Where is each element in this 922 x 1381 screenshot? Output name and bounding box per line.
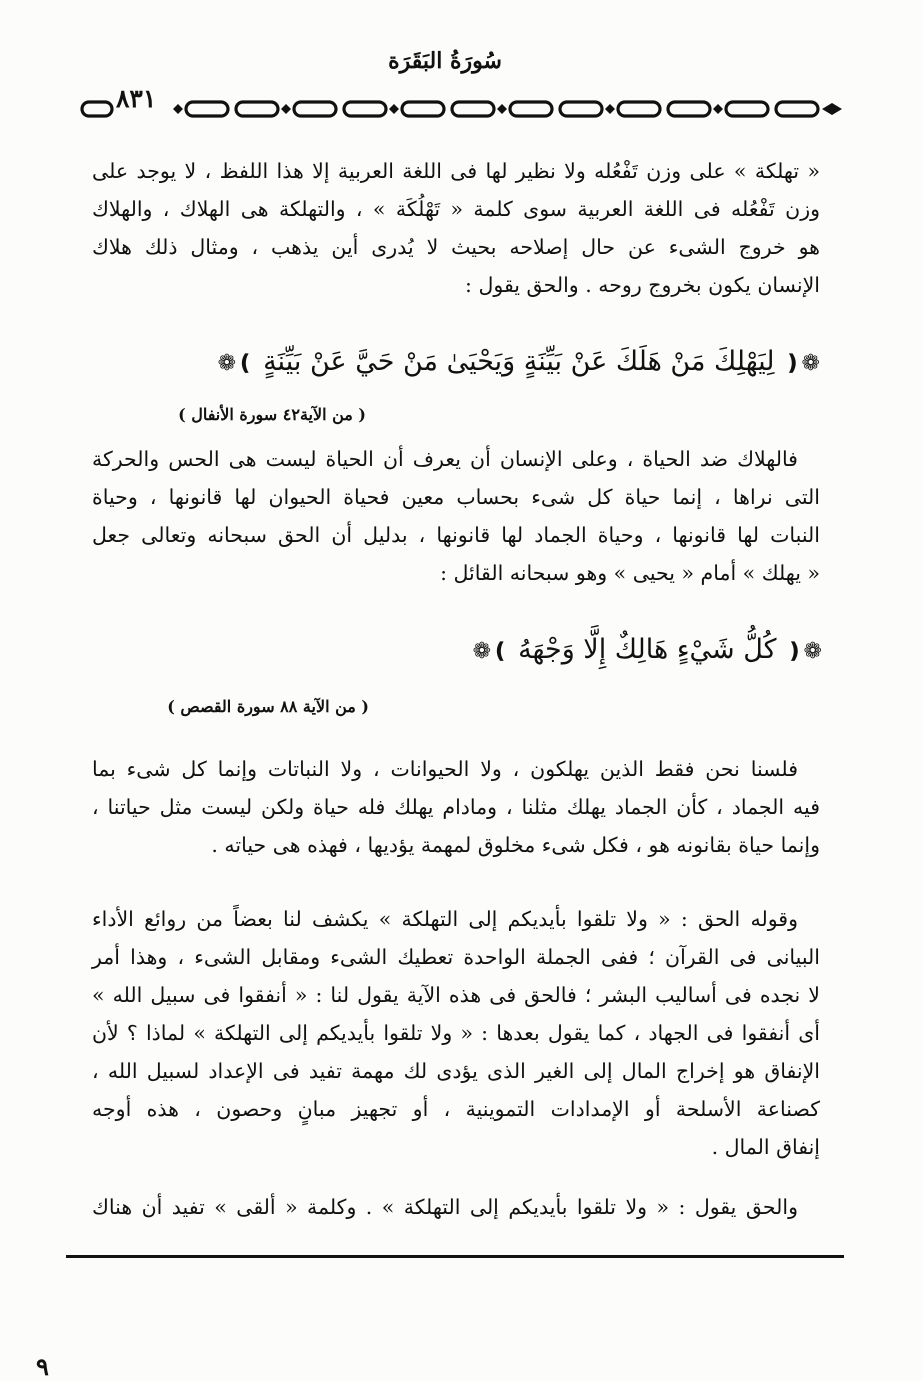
paragraph-3: [92, 750, 820, 864]
verse-reference: ( من الآية٤٢ سورة الأنفال ): [178, 405, 366, 424]
ornate-bracket-close-icon: ❫❁: [472, 639, 510, 664]
paragraph-1: [92, 152, 820, 304]
text-line: النبات لها قانونها ، وحياة الجماد لها قانونها ، بدليل أن الحق سبحانه وتعالى جعل: [92, 523, 820, 547]
surah-title: سُورَةُ البَقَرَة: [388, 48, 502, 74]
quran-verse-2: [473, 628, 822, 674]
ornate-bracket-close-icon: ❫❁: [217, 351, 255, 376]
ornate-bracket-open-icon: ❁❪: [785, 639, 822, 664]
text-line: التى نراها ، إنما حياة كل شىء بحساب معين فحياة الحيوان لها قانونها ، وحياة: [92, 485, 820, 509]
corner-mark: ٩: [36, 1352, 49, 1381]
text-line: والحق يقول : « ولا تلقوا بأيديكم إلى التهلكة » . وكلمة « ألقى » تفيد أن هناك: [92, 1195, 798, 1219]
verse-text: لِيَهْلِكَ مَنْ هَلَكَ عَنْ بَيِّنَةٍ وَيَحْيَىٰ مَنْ حَيَّ عَنْ بَيِّنَةٍ: [263, 346, 775, 377]
text-line: الإنفاق هو إخراج المال إلى الغير الذى يؤدى لك مهمة تفيد فى الإعداد لسبيل الله ،: [92, 1059, 820, 1083]
paragraph-2: [92, 440, 820, 592]
text-line: وإنما حياة بقانونه هو ، فكل شىء مخلوق لمهمة يؤديها ، فهذه هى حياته .: [211, 833, 820, 857]
paragraph-4: [92, 900, 820, 1166]
text-line: البيانى فى القرآن ؛ ففى الجملة الواحدة تعطيك الشىء ومقابل الشىء ، وهذا أمر: [92, 945, 820, 969]
verse-text: كُلُّ شَيْءٍ هَالِكٌ إِلَّا وَجْهَهُ: [518, 634, 777, 665]
text-line: لا نجده فى أساليب البشر ؛ فالحق فى هذه الآية يقول لنا : « أنفقوا فى سبيل الله »: [92, 983, 820, 1007]
text-line: « يهلك » أمام « يحيى » وهو سبحانه القائل :: [440, 561, 820, 585]
footer-rule: [66, 1255, 844, 1258]
text-line: وقوله الحق : « ولا تلقوا بأيديكم إلى التهلكة » يكشف لنا بعضاً من روائع الأداء: [92, 907, 798, 931]
text-line: هو خروج الشىء عن حال إصلاحه بحيث لا يُدرى أين يذهب ، ومثال ذلك هلاك: [92, 235, 820, 259]
text-line: وزن تَفْعُله فى اللغة العربية سوى كلمة « تَهْلُكَة » ، والتهلكة هى الهلاك ، والهلاك: [92, 197, 820, 221]
text-line: الإنسان يكون بخروج روحه . والحق يقول :: [465, 273, 820, 297]
text-line: فالهلاك ضد الحياة ، وعلى الإنسان أن يعرف أن الحياة ليست هى الحس والحركة: [92, 447, 798, 471]
text-line: فلسنا نحن فقط الذين يهلكون ، ولا الحيوانات ، ولا النباتات وإنما كل شىء بما: [92, 757, 798, 781]
quran-verse-1: [218, 340, 820, 386]
text-line: إنفاق المال .: [711, 1135, 820, 1159]
page-number: ٨٣١: [116, 84, 157, 113]
text-line: « تهلكة » على وزن تَفْعُله ولا نظير لها فى اللغة العربية إلا هذا اللفظ ، لا يوجد على: [92, 159, 820, 183]
text-line: أى أنفقوا فى الجهاد ، كما يقول بعدها : « ولا تلقوا بأيديكم إلى التهلكة » لماذا ؟ لأن: [92, 1021, 820, 1045]
text-line: فيه الجماد ، كأن الجماد يهلك مثلنا ، ومادام يهلك فله حياة ولكن ليست مثل حياتنا ،: [92, 795, 820, 819]
paragraph-5: [92, 1188, 820, 1226]
text-line: كصناعة الأسلحة أو الإمدادات التموينية ، أو تجهيز مبانٍ وحصون ، هذه أوجه: [92, 1097, 820, 1121]
verse-reference: ( من الآية ٨٨ سورة القصص ): [167, 697, 369, 716]
ornate-bracket-open-icon: ❁❪: [783, 351, 820, 376]
chain-ornament-icon: [80, 98, 844, 120]
